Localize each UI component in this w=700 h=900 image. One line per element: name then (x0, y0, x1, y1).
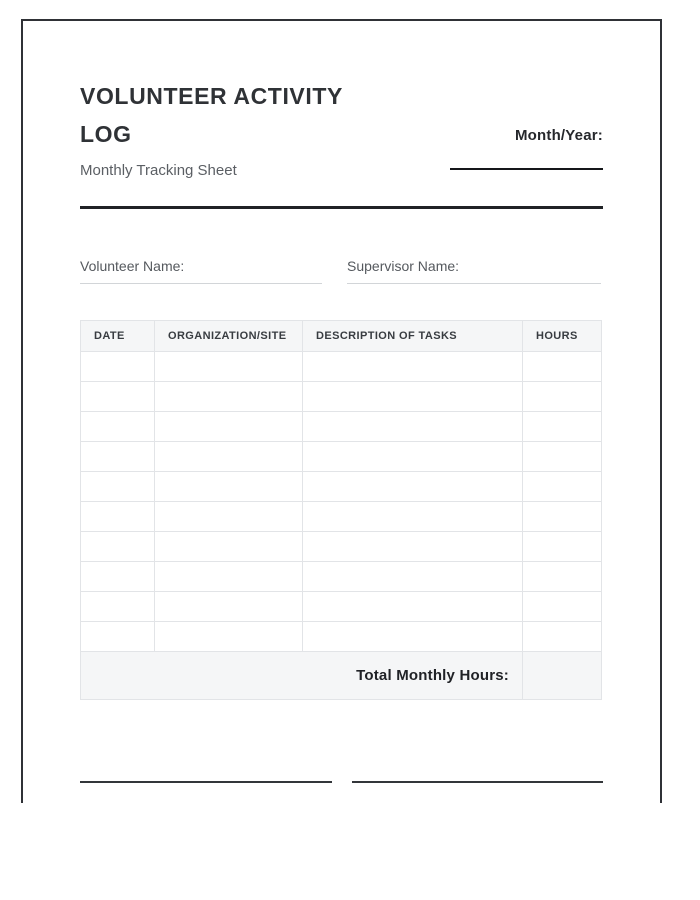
table-cell-description-of-tasks (303, 412, 523, 442)
total-row (81, 652, 602, 700)
table-cell-hours (523, 472, 602, 502)
table-cell-date (81, 562, 155, 592)
table-cell-date (81, 502, 155, 532)
table-cell-description-of-tasks (303, 382, 523, 412)
table-row (81, 622, 602, 652)
table-cell-hours (523, 502, 602, 532)
table-cell-description-of-tasks (303, 592, 523, 622)
table-cell-date (81, 442, 155, 472)
table-cell-description-of-tasks (303, 442, 523, 472)
table-row (81, 562, 602, 592)
table-cell-organization-site (155, 532, 303, 562)
table-row (81, 472, 602, 502)
table-cell-organization-site (155, 592, 303, 622)
table-row (81, 412, 602, 442)
table-cell-hours (523, 412, 602, 442)
table-cell-description-of-tasks (303, 622, 523, 652)
table-cell-date (81, 352, 155, 382)
total-hours-value-cell (523, 652, 602, 700)
table-cell-description-of-tasks (303, 352, 523, 382)
table-cell-date (81, 382, 155, 412)
document-header (80, 77, 603, 179)
table-cell-description-of-tasks (303, 472, 523, 502)
document-page (21, 19, 662, 803)
page-subtitle: Monthly Tracking Sheet (80, 162, 237, 179)
table-cell-organization-site (155, 622, 303, 652)
page-title: VOLUNTEER ACTIVITY LOG (80, 83, 343, 147)
table-cell-date (81, 412, 155, 442)
name-fields-row (80, 257, 603, 284)
title-block (80, 77, 390, 179)
activity-log-table (80, 320, 602, 700)
table-cell-date (81, 622, 155, 652)
table-cell-organization-site (155, 562, 303, 592)
header-divider-rule (80, 206, 603, 209)
volunteer-name-blank-line (80, 283, 322, 284)
signature-row (80, 781, 603, 783)
table-cell-organization-site (155, 502, 303, 532)
month-year-label: Month/Year: (514, 127, 603, 144)
signature-line-2 (352, 781, 604, 783)
table-cell-organization-site (155, 352, 303, 382)
supervisor-name-field (347, 257, 601, 284)
supervisor-name-blank-line (347, 283, 601, 284)
volunteer-name-field (80, 257, 322, 284)
table-cell-description-of-tasks (303, 532, 523, 562)
table-footer (81, 652, 602, 700)
table-cell-hours (523, 592, 602, 622)
table-cell-organization-site (155, 442, 303, 472)
table-row (81, 592, 602, 622)
table-cell-hours (523, 532, 602, 562)
table-body (81, 352, 602, 652)
table-cell-hours (523, 352, 602, 382)
table-cell-hours (523, 442, 602, 472)
table-cell-date (81, 472, 155, 502)
table-cell-hours (523, 382, 602, 412)
table-cell-hours (523, 562, 602, 592)
column-header-description-of-tasks: DESCRIPTION OF TASKS (303, 321, 523, 352)
table-cell-organization-site (155, 382, 303, 412)
table-header-row (81, 321, 602, 352)
table-row (81, 502, 602, 532)
table-cell-organization-site (155, 472, 303, 502)
table-cell-date (81, 532, 155, 562)
table-row (81, 532, 602, 562)
table-row (81, 382, 602, 412)
table-cell-date (81, 592, 155, 622)
column-header-hours: HOURS (523, 321, 602, 352)
volunteer-name-label: Volunteer Name: (80, 258, 185, 274)
supervisor-name-label: Supervisor Name: (347, 258, 460, 274)
month-year-block (450, 127, 603, 170)
column-header-date: DATE (81, 321, 155, 352)
table-cell-description-of-tasks (303, 502, 523, 532)
total-monthly-hours-label: Total Monthly Hours: (81, 652, 523, 700)
table-row (81, 352, 602, 382)
column-header-organization-site: ORGANIZATION/SITE (155, 321, 303, 352)
table-row (81, 442, 602, 472)
signature-line-1 (80, 781, 332, 783)
month-year-blank-line (450, 168, 603, 170)
table-cell-description-of-tasks (303, 562, 523, 592)
table-cell-organization-site (155, 412, 303, 442)
table-cell-hours (523, 622, 602, 652)
